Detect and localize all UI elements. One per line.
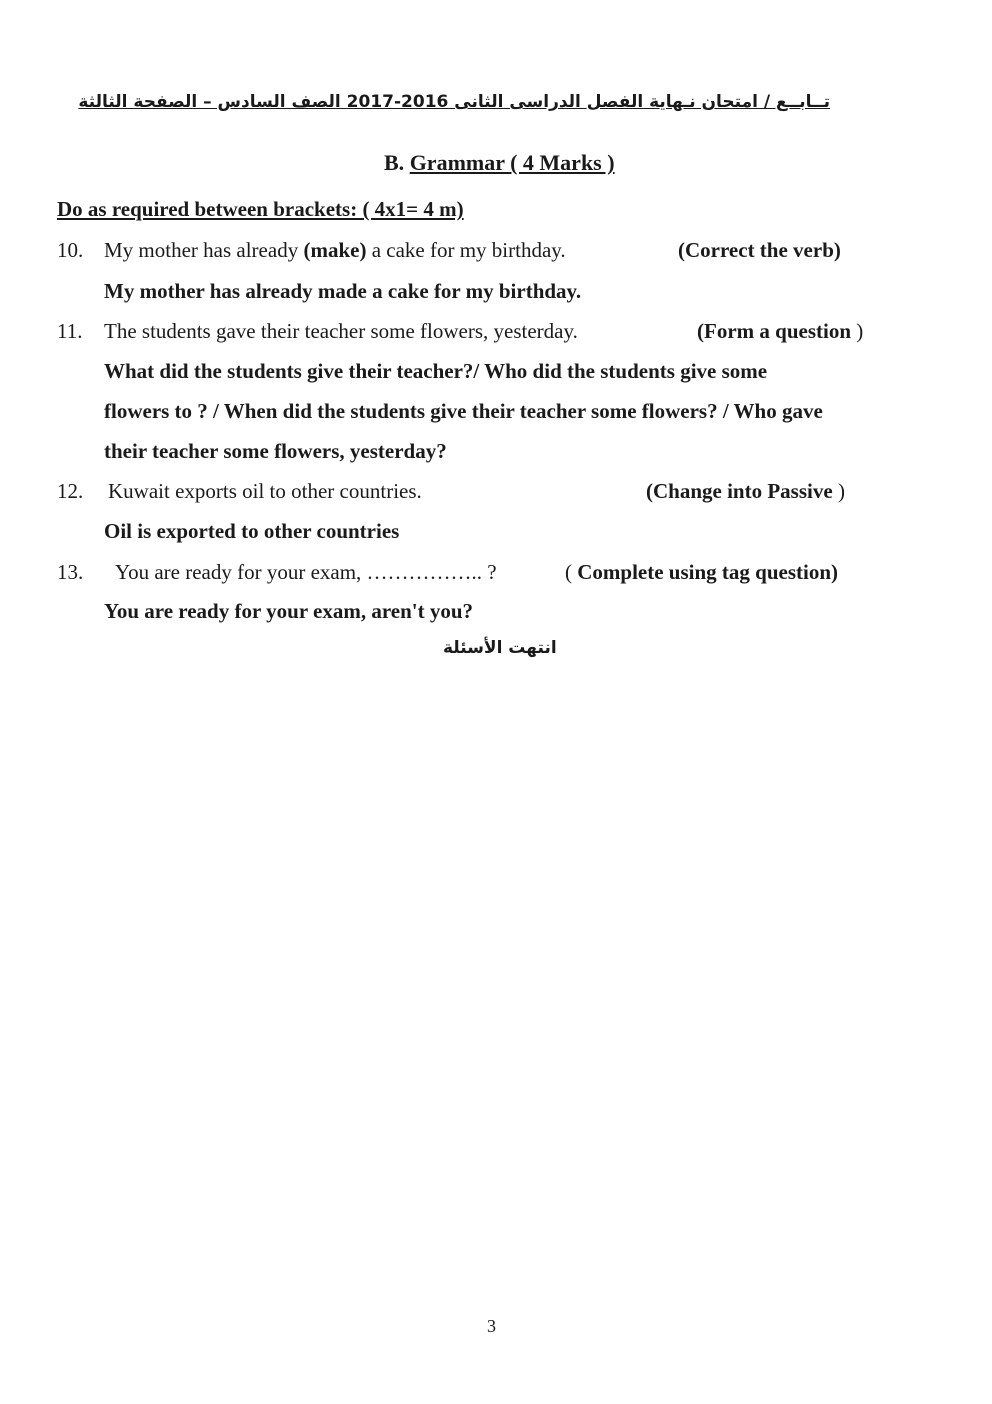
answer-line: flowers to ? / When did the students give their teacher some flowers? / Who gave [104, 399, 823, 423]
question-command: ( Complete using tag question) [565, 560, 839, 584]
answer-line: their teacher some flowers, yesterday? [104, 439, 447, 463]
question-text: You are ready for your exam, …………….. ? [115, 560, 497, 584]
answer-line: My mother has already made a cake for my birthday. [104, 279, 582, 303]
page-number: 3 [487, 1316, 496, 1336]
question-text: My mother has already (make) a cake for my birthday. [104, 238, 566, 262]
end-of-questions-arabic: انتهت الأسئلة [443, 638, 557, 658]
question-command: (Correct the verb) [678, 238, 841, 262]
section-title [384, 150, 615, 176]
question-10 [0, 238, 992, 268]
question-text: Kuwait exports oil to other countries. [108, 479, 422, 503]
question-number: 11. [57, 319, 83, 343]
question-command: (Change into Passive ) [646, 479, 845, 503]
question-number: 13. [57, 560, 84, 584]
answer-line: What did the students give their teacher?/ Who did the students give some [104, 359, 768, 383]
page-header-arabic: تــابــع / امتحان نـهاية الفصل الدراسى الثانى 2016-2017 الصف السادس – الصفحة الثالثة [78, 92, 830, 112]
instruction-text: Do as required between brackets: ( 4x1= 4 m) [57, 197, 464, 221]
answer-line: You are ready for your exam, aren't you? [104, 599, 474, 623]
section-prefix: B. [384, 150, 405, 175]
question-11 [0, 319, 992, 349]
question-number: 10. [57, 238, 84, 262]
question-12 [0, 479, 992, 509]
bracket-verb: (make) [303, 238, 367, 262]
section-heading: Grammar ( 4 Marks ) [409, 150, 615, 175]
answer-line: Oil is exported to other countries [104, 519, 400, 543]
question-command: (Form a question ) [697, 319, 864, 343]
question-text: The students gave their teacher some flowers, yesterday. [104, 319, 578, 343]
question-number: 12. [57, 479, 84, 503]
question-13 [0, 560, 992, 590]
